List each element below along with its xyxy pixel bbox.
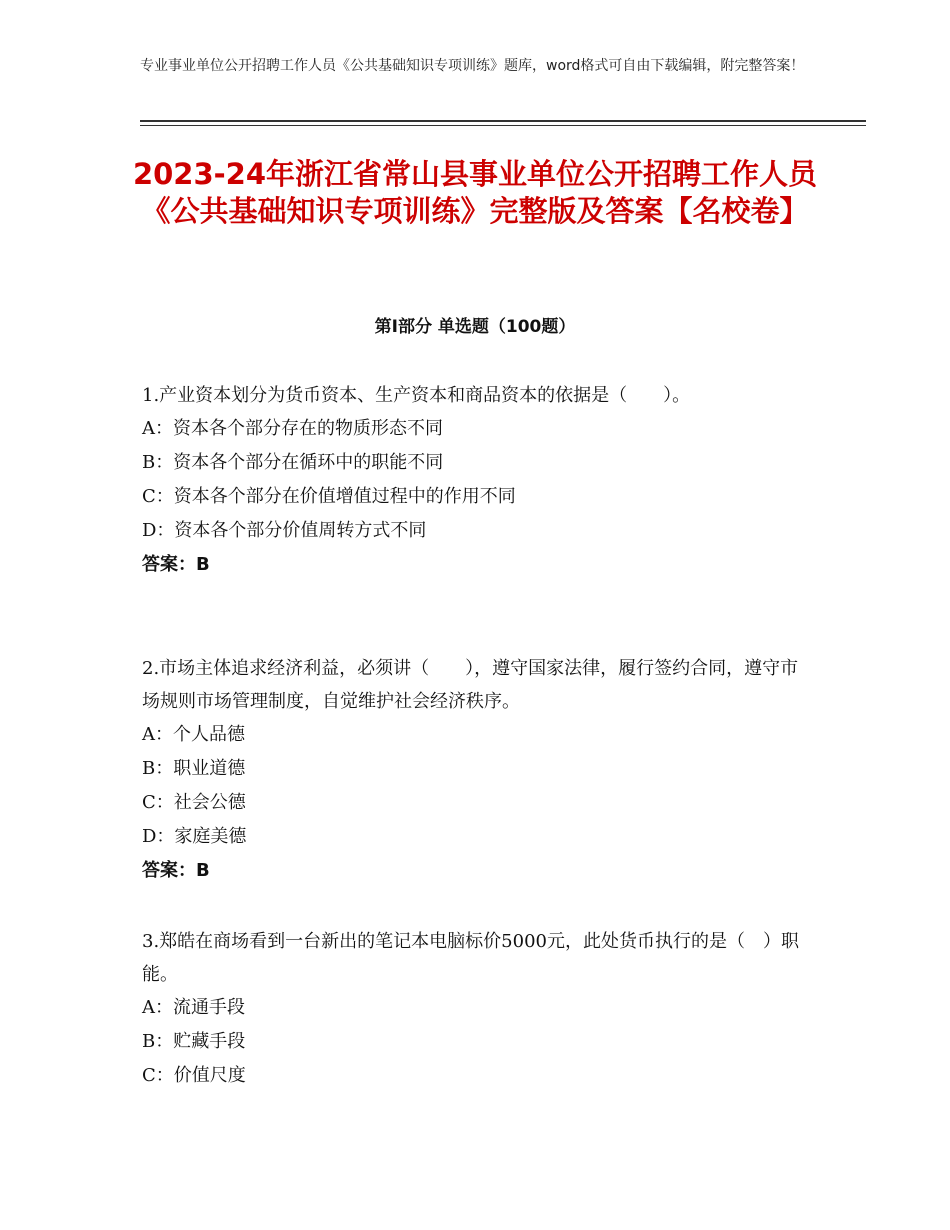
option-a: A：个人品德 xyxy=(142,724,245,745)
question-1 xyxy=(142,379,802,582)
question-stem: 1.产业资本划分为货币资本、生产资本和商品资本的依据是（ ）。 xyxy=(142,385,691,406)
section-heading: 第Ⅰ部分 单选题（100题） xyxy=(374,317,576,337)
question-3 xyxy=(142,925,802,1093)
option-a: A：资本各个部分存在的物质形态不同 xyxy=(142,418,443,439)
question-stem: 3.郑皓在商场看到一台新出的笔记本电脑标价5000元，此处货币执行的是（ ）职能。 xyxy=(142,931,799,985)
question-2 xyxy=(142,652,802,888)
document-title: 2023-24年浙江省常山县事业单位公开招聘工作人员《公共基础知识专项训练》完整版及答案【名校卷】 xyxy=(132,157,818,228)
option-b: B：贮藏手段 xyxy=(142,1031,246,1052)
header-note: 专业事业单位公开招聘工作人员《公共基础知识专项训练》题库，word格式可自由下载编辑，附完整答案！ xyxy=(140,58,805,74)
option-c: C：价值尺度 xyxy=(142,1065,246,1086)
option-b: B：资本各个部分在循环中的职能不同 xyxy=(142,452,444,473)
option-a: A：流通手段 xyxy=(142,997,245,1018)
answer: 答案：B xyxy=(142,860,210,881)
option-c: C：资本各个部分在价值增值过程中的作用不同 xyxy=(142,486,516,507)
answer: 答案：B xyxy=(142,554,210,575)
option-b: B：职业道德 xyxy=(142,758,246,779)
option-d: D：资本各个部分价值周转方式不同 xyxy=(142,520,427,541)
header-rule-thin xyxy=(140,125,866,126)
header-rule-thick xyxy=(140,120,866,122)
question-stem: 2.市场主体追求经济利益，必须讲（ ），遵守国家法律，履行签约合同，遵守市场规则市场管理制度，自觉维护社会经济秩序。 xyxy=(142,658,799,712)
option-c: C：社会公德 xyxy=(142,792,246,813)
option-d: D：家庭美德 xyxy=(142,826,247,847)
